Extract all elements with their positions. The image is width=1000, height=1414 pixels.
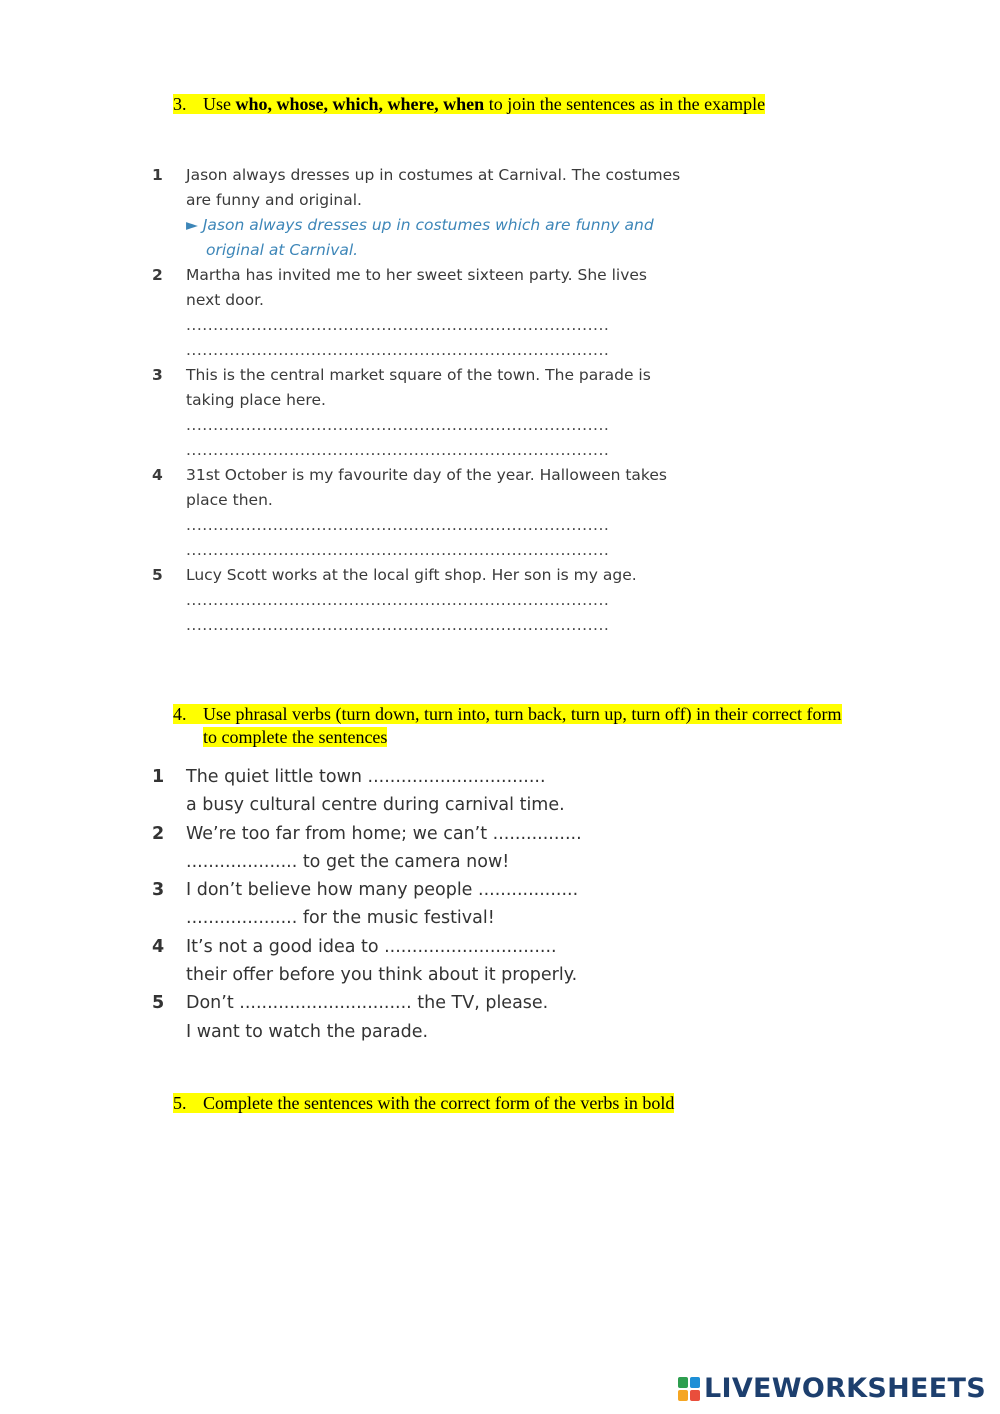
exercise-3-item-2: [152, 263, 680, 363]
section-3-text-post: to join the sentences as in the example: [484, 94, 766, 114]
item-text-line: The quiet little town ................................: [186, 767, 546, 787]
example-answer-line: ► Jason always dresses up in costumes which are funny and: [186, 216, 654, 234]
item-text-line: I don’t believe how many people ..................: [186, 880, 579, 901]
exercise-4-item-4: [152, 933, 582, 990]
item-text-line: next door.: [186, 291, 264, 309]
item-number: 2: [152, 823, 165, 844]
answer-blank-line[interactable]: ..............................................................................: [186, 416, 610, 434]
item-number: 4: [152, 936, 165, 957]
item-text-line: We’re too far from home; we can’t ................: [186, 823, 582, 844]
answer-blank-line[interactable]: ..............................................................................: [186, 516, 610, 534]
item-text-line: This is the central market square of the town. The parade is: [186, 366, 651, 384]
exercise-3-item-1: [152, 163, 680, 263]
item-text-line: Jason always dresses up in costumes at Carnival. The costumes: [186, 166, 681, 184]
section-4-exercise: [152, 763, 582, 1046]
exercise-4-item-5: [152, 989, 582, 1046]
answer-blank-line[interactable]: ..............................................................................: [186, 616, 610, 634]
section-3-heading: [173, 93, 765, 116]
exercise-3-item-5: [152, 563, 680, 638]
section-3-text-pre: Use: [203, 94, 236, 114]
item-text-line: .................... to get the camera now!: [186, 851, 510, 872]
item-number: 1: [152, 767, 165, 787]
exercise-4-item-2: [152, 820, 582, 877]
exercise-3-item-3: [152, 363, 680, 463]
item-number: 5: [152, 566, 163, 584]
answer-blank-line[interactable]: ..............................................................................: [186, 316, 610, 334]
item-text-line: taking place here.: [186, 391, 326, 409]
item-text-line: I want to watch the parade.: [186, 1021, 429, 1042]
section-3-text-bold: who, whose, which, where, when: [235, 94, 485, 114]
item-text-line: Don’t ............................... the TV, please.: [186, 993, 549, 1014]
item-text-line: Lucy Scott works at the local gift shop. Her son is my age.: [186, 566, 637, 584]
section-4-text-line-2: to complete the sentences: [203, 727, 388, 747]
logo-square-icon: [678, 1377, 688, 1388]
section-4-number: 4.: [173, 704, 187, 724]
liveworksheets-logo: [678, 1373, 986, 1404]
answer-blank-line[interactable]: ..............................................................................: [186, 341, 610, 359]
item-text-line: 31st October is my favourite day of the year. Halloween takes: [186, 466, 667, 484]
item-number: 5: [152, 993, 165, 1014]
example-answer-line: original at Carnival.: [206, 241, 359, 259]
item-text-line: a busy cultural centre during carnival time.: [186, 795, 565, 816]
exercise-3-item-4: [152, 463, 680, 563]
liveworksheets-logo-text: LIVEWORKSHEETS: [703, 1373, 986, 1404]
item-number: 3: [152, 880, 165, 901]
answer-blank-line[interactable]: ..............................................................................: [186, 541, 610, 559]
section-5-heading: [173, 1092, 674, 1115]
exercise-4-item-3: [152, 876, 582, 933]
item-number: 3: [152, 366, 163, 384]
section-4-text-line-1: Use phrasal verbs (turn down, turn into, turn back, turn up, turn off) in their correct form: [203, 704, 842, 724]
logo-square-icon: [690, 1390, 700, 1401]
item-text-line: It’s not a good idea to ...............................: [186, 936, 557, 957]
item-number: 1: [152, 166, 163, 184]
item-text-line: their offer before you think about it properly.: [186, 965, 578, 986]
answer-blank-line[interactable]: ..............................................................................: [186, 591, 610, 609]
item-text-line: place then.: [186, 491, 273, 509]
item-number: 4: [152, 466, 163, 484]
section-5-text: Complete the sentences with the correct form of the verbs in bold: [203, 1093, 675, 1113]
section-3-exercise: [152, 163, 680, 638]
item-number: 2: [152, 266, 163, 284]
logo-square-icon: [678, 1390, 688, 1401]
exercise-4-item-1: [152, 763, 582, 820]
section-4-heading: [173, 703, 933, 749]
section-3-number: 3.: [173, 94, 187, 114]
item-text-line: Martha has invited me to her sweet sixteen party. She lives: [186, 266, 648, 284]
answer-blank-line[interactable]: ..............................................................................: [186, 441, 610, 459]
logo-square-icon: [690, 1377, 700, 1388]
liveworksheets-logo-icon: [678, 1377, 700, 1401]
item-text-line: .................... for the music festival!: [186, 908, 495, 929]
item-text-line: are funny and original.: [186, 191, 362, 209]
section-5-number: 5.: [173, 1093, 187, 1113]
